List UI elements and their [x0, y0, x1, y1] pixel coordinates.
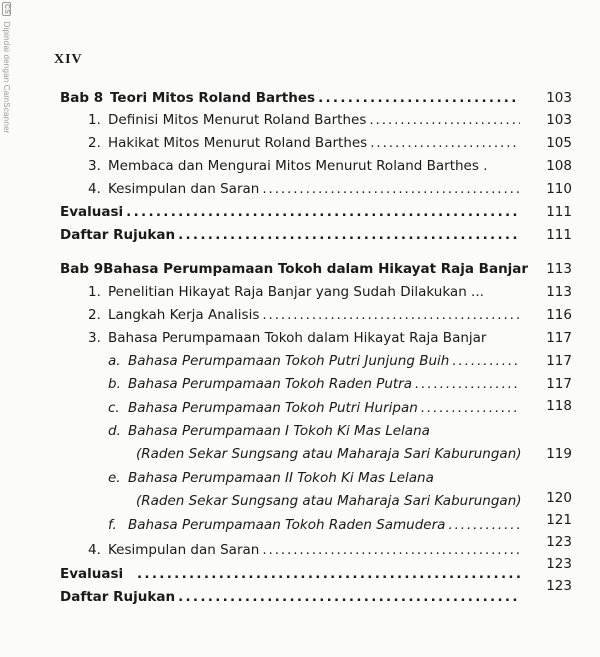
- entry-title: Bahasa Perumpamaan Tokoh dalam Hikayat Raja Banjar: [108, 330, 487, 346]
- entry-title: Penelitian Hikayat Raja Banjar yang Sudah Dilakukan ...: [108, 284, 484, 300]
- entry-page: 121: [546, 512, 572, 528]
- toc-entry: [88, 112, 520, 128]
- entry-page: 123: [546, 578, 572, 594]
- toc-subentry: [108, 400, 520, 416]
- entry-title: Bahasa Perumpamaan Tokoh Raden Samudera: [128, 517, 446, 533]
- entry-title: Kesimpulan dan Saran: [108, 542, 260, 558]
- entry-title: Daftar Rujukan: [60, 589, 176, 605]
- entry-page: 113: [546, 284, 572, 300]
- entry-title: Bahasa Perumpamaan Tokoh dalam Hikayat Raja Banjar: [103, 261, 529, 277]
- entry-page: 111: [546, 204, 572, 220]
- toc-entry: [88, 158, 520, 174]
- toc-entry: [88, 330, 520, 346]
- leader-dots: [452, 353, 520, 369]
- toc-entry: [88, 542, 520, 558]
- entry-title: Bahasa Perumpamaan Tokoh Raden Putra: [128, 376, 413, 392]
- entry-page: 103: [546, 112, 572, 128]
- toc-subentry: [108, 517, 520, 533]
- toc-entry-bab8: [60, 90, 520, 106]
- entry-page: 108: [546, 158, 572, 174]
- entry-title: Bahasa Perumpamaan II Tokoh Ki Mas Lelana: [128, 470, 434, 486]
- entry-letter: a.: [108, 353, 121, 369]
- leader-dots: [370, 135, 520, 151]
- entry-page: 103: [546, 90, 572, 106]
- camscanner-watermark: [2, 2, 11, 134]
- entry-title: Bahasa Perumpamaan Tokoh Putri Junjung Buih: [128, 353, 450, 369]
- entry-page: 117: [546, 353, 572, 369]
- entry-number: 1.: [88, 284, 101, 300]
- entry-title: Membaca dan Mengurai Mitos Menurut Roland Barthes .: [108, 158, 488, 174]
- entry-title: Hakikat Mitos Menurut Roland Barthes: [108, 135, 368, 151]
- entry-page: 123: [546, 556, 572, 572]
- toc-entry-daftar-rujukan: [60, 589, 520, 605]
- entry-number: 4.: [88, 181, 101, 197]
- toc-entry: [88, 135, 520, 151]
- entry-page: 119: [546, 446, 572, 462]
- leader-dots: [178, 589, 520, 605]
- entry-number: 3.: [88, 158, 101, 174]
- entry-page: 118: [546, 398, 572, 414]
- entry-letter: f.: [108, 517, 117, 533]
- leader-dots: [178, 227, 520, 243]
- entry-page: 120: [546, 490, 572, 506]
- toc-subentry: [108, 376, 520, 392]
- entry-page: 113: [546, 261, 572, 277]
- entry-page: 105: [546, 135, 572, 151]
- entry-title: Kesimpulan dan Saran: [108, 181, 260, 197]
- toc-subentry: [108, 353, 520, 369]
- leader-dots: [137, 566, 520, 582]
- entry-letter: d.: [108, 423, 121, 439]
- entry-letter: e.: [108, 470, 121, 486]
- entry-title: Daftar Rujukan: [60, 227, 176, 243]
- entry-continuation: (Raden Sekar Sungsang atau Maharaja Sari Kaburungan): [136, 446, 522, 462]
- entry-title: Langkah Kerja Analisis: [108, 307, 260, 323]
- leader-dots: [262, 181, 520, 197]
- entry-page: 117: [546, 376, 572, 392]
- leader-dots: [126, 204, 520, 220]
- leader-dots: [262, 542, 520, 558]
- entry-title: Teori Mitos Roland Barthes: [110, 90, 316, 106]
- toc-entry: [88, 284, 520, 300]
- entry-page: 110: [546, 181, 572, 197]
- entry-page: 123: [546, 534, 572, 550]
- entry-title: Definisi Mitos Menurut Roland Barthes: [108, 112, 367, 128]
- entry-number: 2.: [88, 135, 101, 151]
- toc-entry-daftar-rujukan: [60, 227, 520, 243]
- entry-letter: c.: [108, 400, 120, 416]
- leader-dots: [262, 307, 520, 323]
- leader-dots: [415, 376, 520, 392]
- leader-dots: [421, 400, 520, 416]
- entry-title: Bahasa Perumpamaan I Tokoh Ki Mas Lelana: [128, 423, 430, 439]
- entry-continuation: (Raden Sekar Sungsang atau Maharaja Sari Kaburungan): [136, 493, 522, 509]
- toc-subentry: [108, 470, 520, 486]
- leader-dots: [369, 112, 520, 128]
- page-number: XIV: [54, 52, 83, 67]
- toc-entry-bab9: [60, 261, 529, 277]
- toc-entry: [88, 307, 520, 323]
- entry-page: 116: [546, 307, 572, 323]
- leader-dots: [448, 517, 520, 533]
- leader-dots: [318, 90, 520, 106]
- toc-subentry: [108, 423, 520, 439]
- entry-page: 111: [546, 227, 572, 243]
- entry-title: Evaluasi: [60, 566, 124, 582]
- entry-number: 4.: [88, 542, 101, 558]
- entry-number: 2.: [88, 307, 101, 323]
- entry-number: 1.: [88, 112, 101, 128]
- toc-entry: [88, 181, 520, 197]
- entry-title: Bahasa Perumpamaan Tokoh Putri Huripan: [128, 400, 418, 416]
- chapter-label: Bab 9: [60, 261, 104, 277]
- entry-title: Evaluasi: [60, 204, 124, 220]
- entry-number: 3.: [88, 330, 101, 346]
- chapter-label: Bab 8: [60, 90, 104, 106]
- toc-entry-evaluasi: [60, 566, 520, 582]
- entry-page: 117: [546, 330, 572, 346]
- camscanner-logo-icon: CS: [3, 4, 10, 15]
- entry-letter: b.: [108, 376, 121, 392]
- watermark-text: Dipindai dengan CamScanner: [2, 21, 11, 134]
- toc-entry-evaluasi: [60, 204, 520, 220]
